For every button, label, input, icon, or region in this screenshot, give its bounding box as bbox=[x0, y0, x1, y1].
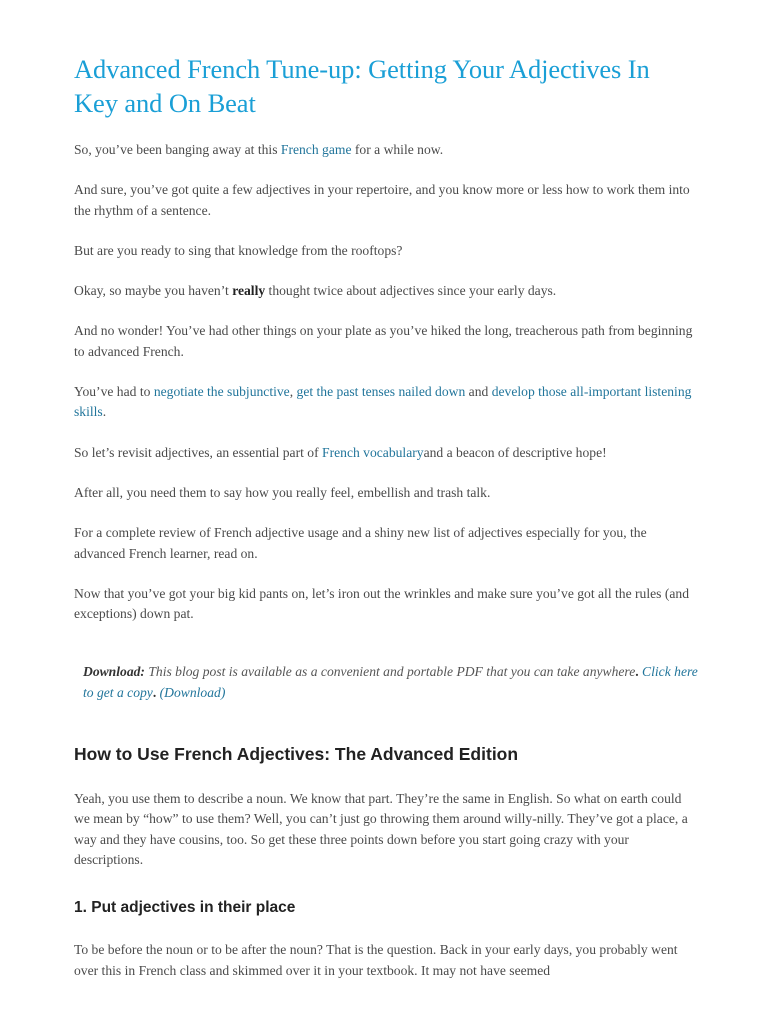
section-paragraph-2: To be before the noun or to be after the noun? That is the question. Back in your early days, you probably went over this in French class and skimmed over it in your textbook. It may not have seemed bbox=[74, 942, 678, 978]
paragraph-4 bbox=[74, 281, 698, 301]
paragraph-7 bbox=[74, 443, 698, 463]
link-french-game[interactable]: French game bbox=[280, 142, 352, 157]
link-past-tenses[interactable]: get the past tenses nailed down bbox=[296, 384, 466, 400]
text: So let’s revisit adjectives, an essential part of bbox=[74, 444, 323, 460]
text: thought twice about adjectives since your early days. bbox=[265, 283, 557, 299]
text: and bbox=[465, 384, 492, 400]
paragraph-5: And no wonder! You’ve had other things on your plate as you’ve hiked the long, treacherous path from beginning to advanced French. bbox=[74, 323, 693, 359]
punctuation: . bbox=[635, 664, 639, 680]
text: You’ve had to bbox=[74, 384, 154, 400]
text: Okay, so maybe you haven’t bbox=[74, 283, 233, 299]
article-content bbox=[74, 52, 698, 1001]
download-pdf-link[interactable]: (Download) bbox=[156, 684, 226, 700]
download-link[interactable]: Click here to get a copy bbox=[83, 664, 698, 700]
punctuation: . bbox=[152, 684, 157, 700]
section-heading: How to Use French Adjectives: The Advanced Edition bbox=[74, 744, 519, 765]
section-paragraph-1: Yeah, you use them to describe a noun. We know that part. They’re the same in English. So what on earth could we mean by “how” to use them? Well, you can’t just go throwing them around willy-nilly. They’ve got a place, a way and they have cousins, too. So get these three points down before you start going crazy with your descriptions. bbox=[74, 791, 688, 867]
paragraph-9: For a complete review of French adjective usage and a shiny new list of adjectives especially for you, the advanced French learner, read on. bbox=[74, 525, 647, 561]
link-subjunctive[interactable]: negotiate the subjunctive bbox=[153, 384, 290, 400]
download-callout bbox=[74, 662, 698, 703]
paragraph-2: And sure, you’ve got quite a few adjectives in your repertoire, and you know more or less how to work them into the rhythm of a sentence. bbox=[74, 182, 690, 218]
text: . bbox=[102, 404, 107, 420]
link-french-vocabulary[interactable]: French vocabulary bbox=[322, 444, 424, 460]
text: , bbox=[289, 384, 297, 400]
article-title: Advanced French Tune-up: Getting Your Adjectives In Key and On Beat bbox=[74, 54, 650, 118]
paragraph-6 bbox=[74, 382, 698, 423]
paragraph-3: But are you ready to sing that knowledge from the rooftops? bbox=[74, 242, 403, 258]
bold-text: really bbox=[232, 283, 266, 299]
text: for a while now. bbox=[351, 142, 444, 157]
download-text: This blog post is available as a convenient and portable PDF that you can take anywhere bbox=[144, 664, 636, 680]
paragraph-10: Now that you’ve got your big kid pants on, let’s iron out the wrinkles and make sure you’ve got all the rules (and exceptions) down pat. bbox=[74, 585, 689, 622]
download-label: Download: bbox=[83, 664, 145, 680]
paragraph-8: After all, you need them to say how you really feel, embellish and trash talk. bbox=[74, 484, 491, 500]
subheading-1: 1. Put adjectives in their place bbox=[74, 899, 296, 917]
paragraph-1 bbox=[74, 140, 698, 160]
link-listening-skills[interactable]: develop those all-important listening skills bbox=[74, 384, 692, 420]
text: and a beacon of descriptive hope! bbox=[423, 444, 607, 460]
text: So, you’ve been banging away at this bbox=[74, 142, 281, 157]
